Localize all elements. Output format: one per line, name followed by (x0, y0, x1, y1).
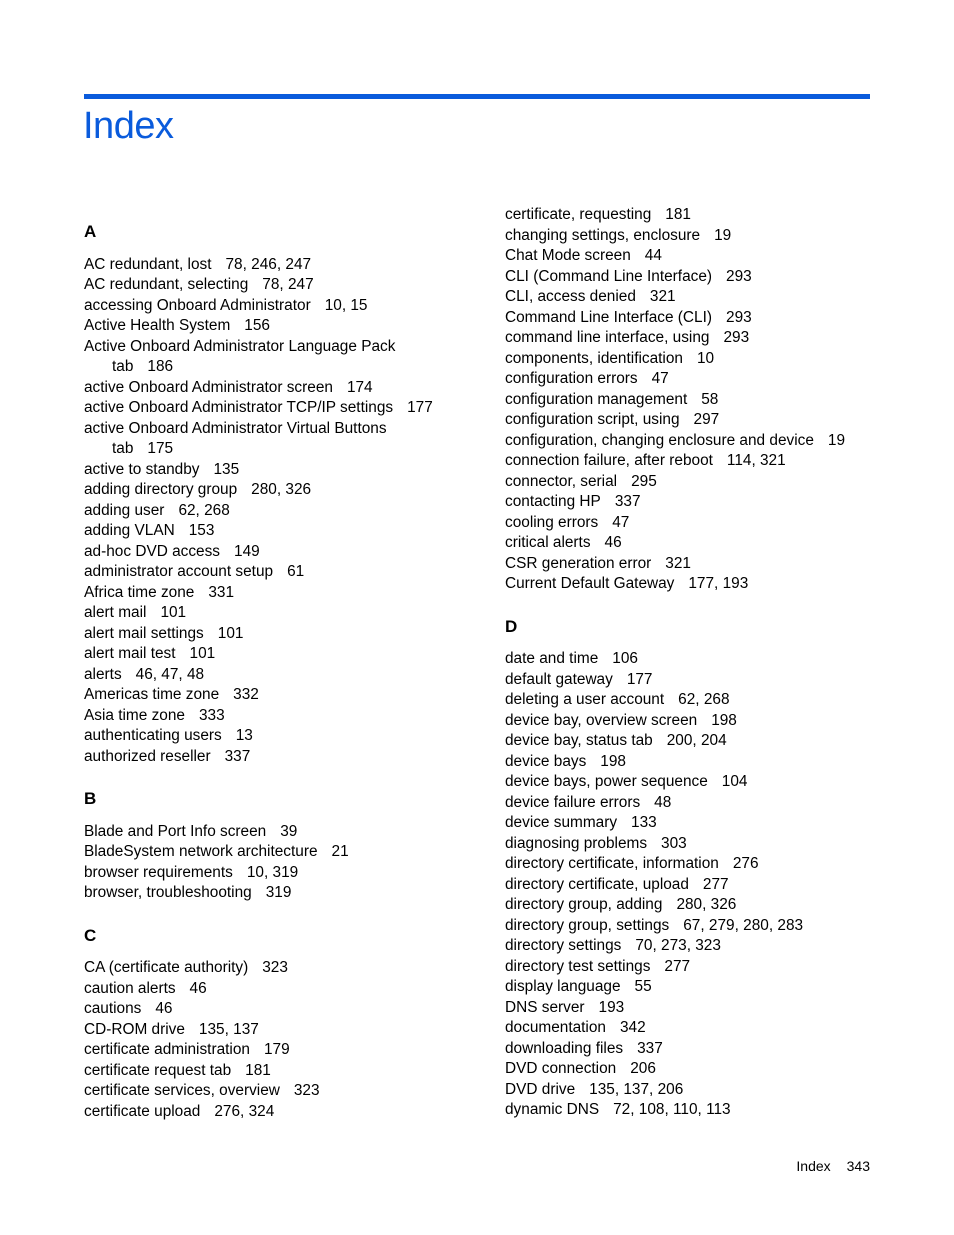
index-page-refs: 13 (235, 727, 253, 744)
index-page-refs: 58 (701, 390, 719, 408)
index-entry (505, 875, 875, 896)
index-page-refs: 332 (233, 686, 259, 703)
index-entry (84, 999, 484, 1020)
index-entry (505, 472, 875, 493)
index-page-refs: 186 (147, 358, 174, 375)
index-entry (505, 916, 875, 937)
index-entry (505, 308, 875, 329)
entry-list (505, 649, 875, 1121)
index-entry (505, 690, 875, 711)
index-entry (84, 842, 484, 863)
index-page-refs: 46 (604, 534, 622, 551)
index-entry (84, 1061, 484, 1082)
index-page-refs: 156 (244, 317, 270, 334)
index-term: certificate administration (84, 1041, 250, 1058)
index-entry (505, 328, 875, 349)
index-page-refs: 337 (614, 493, 641, 510)
index-page-refs: 331 (208, 583, 235, 601)
index-term: browser, troubleshooting (84, 884, 252, 901)
index-term: certificate services, overview (84, 1082, 280, 1099)
index-term: device failure errors (505, 793, 641, 811)
index-term: tab (112, 440, 134, 457)
index-entry (84, 275, 484, 296)
index-entry (84, 603, 484, 624)
index-entry (84, 460, 484, 481)
index-term: Current Default Gateway (505, 575, 675, 592)
index-entry (505, 772, 875, 793)
index-page-refs: 39 (280, 822, 298, 840)
index-term: certificate request tab (84, 1061, 232, 1079)
index-entry (505, 711, 875, 732)
index-term: diagnosing problems (505, 834, 648, 852)
index-page-refs: 10 (696, 349, 715, 367)
index-entry (84, 316, 484, 337)
index-page-refs: 106 (612, 650, 638, 667)
index-page-refs: 101 (160, 604, 187, 621)
index-entry (84, 958, 484, 979)
index-term: Chat Mode screen (505, 247, 631, 264)
index-page-refs: 177 (407, 399, 433, 416)
index-term: DVD connection (505, 1060, 617, 1077)
index-page-refs: 67, 279, 280, 283 (683, 916, 804, 934)
index-term: active Onboard Administrator Virtual Buttons (84, 419, 387, 437)
index-column-left (84, 222, 484, 1144)
entry-list (84, 255, 484, 768)
index-page-refs: 321 (649, 288, 676, 305)
index-entry (505, 574, 875, 595)
index-page-refs: 104 (721, 773, 748, 790)
index-term: Blade and Port Info screen (84, 822, 267, 840)
index-term: deleting a user account (505, 691, 665, 708)
index-term: Africa time zone (84, 583, 195, 601)
index-page-refs: 337 (637, 1039, 663, 1057)
index-term: configuration management (505, 390, 688, 408)
index-term: alert mail settings (84, 624, 204, 642)
index-term: accessing Onboard Administrator (84, 296, 311, 314)
index-term: alert mail test (84, 645, 176, 662)
index-term: device bay, status tab (505, 732, 653, 749)
index-entry (505, 267, 875, 288)
index-page-refs: 153 (188, 522, 215, 539)
index-page-refs: 149 (234, 542, 260, 560)
index-entry (505, 431, 875, 452)
index-entry (84, 562, 484, 583)
index-entry (84, 480, 484, 501)
index-entry (505, 854, 875, 875)
index-page-refs: 55 (634, 978, 652, 995)
index-entry (505, 492, 875, 513)
index-term: downloading files (505, 1039, 624, 1057)
index-page-refs: 179 (263, 1041, 290, 1058)
index-page-refs: 293 (726, 267, 752, 285)
index-term: CLI, access denied (505, 288, 636, 305)
index-entry (505, 813, 875, 834)
index-page-refs: 47 (651, 370, 669, 387)
page-number: 343 (846, 1158, 870, 1174)
index-page-refs: 276 (732, 855, 759, 872)
index-column-right (505, 205, 875, 1143)
index-term: adding directory group (84, 481, 238, 498)
index-term: Active Onboard Administrator Language Pack (84, 337, 396, 355)
section-letter: C (84, 925, 97, 945)
index-entry (505, 834, 875, 855)
index-page-refs: 78, 247 (262, 276, 314, 293)
index-term: configuration errors (505, 370, 638, 387)
index-section-a (84, 222, 484, 767)
index-term: adding VLAN (84, 522, 175, 539)
index-entry (84, 357, 484, 378)
index-term: DNS server (505, 998, 585, 1016)
section-letter: B (84, 789, 97, 808)
index-term: connection failure, after reboot (505, 452, 713, 469)
index-term: authorized reseller (84, 747, 211, 765)
index-term: documentation (505, 1019, 606, 1036)
index-term: CLI (Command Line Interface) (505, 267, 713, 285)
index-entry (84, 296, 484, 317)
index-entry (505, 936, 875, 957)
index-page-refs: 48 (654, 793, 672, 811)
index-term: Americas time zone (84, 686, 220, 703)
index-term: directory certificate, information (505, 855, 719, 872)
index-term: browser requirements (84, 863, 233, 881)
index-entry (505, 1018, 875, 1039)
index-term: authenticating users (84, 727, 222, 744)
index-entry (505, 957, 875, 978)
index-entry (84, 822, 484, 843)
index-term: critical alerts (505, 534, 591, 551)
index-page-refs: 10, 319 (246, 863, 299, 881)
index-term: device bays (505, 752, 587, 770)
index-entry (505, 670, 875, 691)
index-entry (84, 398, 484, 419)
index-term: date and time (505, 650, 599, 667)
index-entry (84, 521, 484, 542)
index-entry (84, 1020, 484, 1041)
index-term: administrator account setup (84, 563, 274, 580)
index-entry (84, 439, 484, 460)
index-page-refs: 206 (630, 1060, 656, 1077)
index-entry (84, 255, 484, 276)
index-term: components, identification (505, 349, 683, 367)
index-term: Command Line Interface (CLI) (505, 308, 713, 326)
index-page-refs: 46 (189, 979, 207, 997)
index-entry (84, 644, 484, 665)
index-term: active to standby (84, 460, 200, 478)
index-page-refs: 72, 108, 110, 113 (613, 1101, 731, 1118)
index-entry (505, 649, 875, 670)
index-page-refs: 61 (287, 563, 305, 580)
index-term: Active Health System (84, 317, 231, 334)
index-term: CA (certificate authority) (84, 959, 249, 976)
title-rule (84, 94, 870, 99)
section-letter: D (505, 616, 518, 636)
index-page-refs: 193 (598, 998, 625, 1016)
section-letter: A (84, 222, 97, 241)
index-entry (505, 410, 875, 431)
index-page-refs: 19 (714, 226, 732, 244)
index-entry (505, 369, 875, 390)
index-entry (505, 554, 875, 575)
index-page-refs: 114, 321 (726, 452, 786, 469)
entry-list (84, 958, 484, 1122)
index-page-refs: 293 (726, 308, 752, 326)
index-entry (505, 1080, 875, 1101)
index-entry (84, 883, 484, 904)
index-entry (84, 726, 484, 747)
index-page-refs: 19 (827, 431, 846, 449)
index-page-refs: 46 (155, 1000, 173, 1017)
index-term: device bay, overview screen (505, 711, 698, 729)
index-term: directory group, adding (505, 896, 663, 913)
index-page-refs: 295 (631, 472, 657, 490)
entry-list (84, 822, 484, 904)
index-entry (505, 752, 875, 773)
index-section-c (84, 926, 484, 1123)
index-page-refs: 198 (711, 711, 737, 729)
index-page-refs: 70, 273, 323 (635, 937, 721, 954)
index-page-refs: 101 (217, 624, 244, 642)
index-page-refs: 135 (213, 460, 240, 478)
index-page-refs: 135, 137 (198, 1020, 259, 1038)
index-entry (505, 977, 875, 998)
index-entry (505, 793, 875, 814)
index-entry (505, 513, 875, 534)
index-term: cautions (84, 1000, 142, 1017)
index-entry (505, 451, 875, 472)
index-page-refs: 333 (198, 706, 225, 724)
index-term: configuration, changing enclosure and device (505, 431, 814, 449)
index-page-refs: 101 (189, 645, 216, 662)
index-term: active Onboard Administrator screen (84, 378, 333, 396)
index-section-c-continued (505, 205, 875, 595)
index-page-refs: 177 (626, 670, 653, 688)
index-term: BladeSystem network architecture (84, 843, 318, 860)
page-footer (796, 1158, 870, 1174)
index-term: configuration script, using (505, 411, 680, 428)
page-title: Index (83, 105, 174, 147)
index-page-refs: 277 (664, 957, 691, 975)
index-page-refs: 133 (631, 814, 657, 831)
index-entry (505, 731, 875, 752)
index-term: CSR generation error (505, 554, 652, 572)
index-page-refs: 200, 204 (666, 732, 727, 749)
index-page-refs: 342 (619, 1019, 646, 1036)
index-page-refs: 174 (346, 378, 373, 396)
index-page-refs: 297 (693, 411, 720, 428)
index-page-refs: 319 (265, 884, 292, 901)
index-entry (505, 1039, 875, 1060)
index-entry (505, 349, 875, 370)
index-term: directory test settings (505, 957, 651, 975)
index-term: device bays, power sequence (505, 773, 708, 790)
index-entry (84, 1102, 484, 1123)
index-page-refs: 135, 137, 206 (589, 1080, 684, 1098)
index-entry (84, 706, 484, 727)
index-term: alerts (84, 665, 122, 683)
index-entry (505, 895, 875, 916)
entry-list (505, 205, 875, 595)
index-entry (505, 205, 875, 226)
index-term: directory group, settings (505, 916, 670, 934)
index-entry (505, 1100, 875, 1121)
index-entry (84, 1040, 484, 1061)
index-term: device summary (505, 814, 618, 831)
index-page-refs: 337 (224, 747, 251, 765)
index-page-refs: 293 (723, 329, 750, 346)
index-term: certificate, requesting (505, 206, 652, 223)
index-page-refs: 44 (644, 247, 662, 264)
index-section-d (505, 617, 875, 1121)
index-entry (505, 226, 875, 247)
index-term: display language (505, 978, 621, 995)
index-page-refs: 78, 246, 247 (225, 255, 312, 273)
index-page-refs: 276, 324 (214, 1102, 275, 1120)
index-entry (84, 624, 484, 645)
index-entry (505, 287, 875, 308)
index-entry (505, 533, 875, 554)
index-term: tab (112, 358, 134, 375)
index-term: dynamic DNS (505, 1101, 600, 1118)
index-term: caution alerts (84, 979, 176, 997)
index-entry (84, 337, 484, 358)
index-page-refs: 277 (702, 875, 729, 893)
index-entry (84, 542, 484, 563)
index-term: directory settings (505, 937, 622, 954)
index-term: DVD drive (505, 1080, 576, 1098)
index-page-refs: 177, 193 (688, 575, 749, 592)
index-page-refs: 303 (661, 834, 687, 852)
index-term: default gateway (505, 670, 613, 688)
index-page-refs: 10, 15 (324, 296, 368, 314)
index-entry (84, 685, 484, 706)
index-term: directory certificate, upload (505, 875, 689, 893)
index-entry (84, 863, 484, 884)
index-term: changing settings, enclosure (505, 226, 701, 244)
index-entry (505, 1059, 875, 1080)
index-entry (84, 665, 484, 686)
index-term: adding user (84, 501, 165, 519)
index-term: ad-hoc DVD access (84, 542, 221, 560)
index-entry (505, 998, 875, 1019)
index-entry (84, 747, 484, 768)
index-entry (505, 246, 875, 267)
index-page-refs: 21 (331, 843, 349, 860)
index-page-refs: 181 (665, 206, 691, 223)
index-entry (84, 378, 484, 399)
index-page-refs: 280, 326 (676, 896, 737, 913)
index-page-refs: 280, 326 (251, 481, 312, 498)
index-entry (84, 501, 484, 522)
index-term: Asia time zone (84, 706, 185, 724)
index-entry (505, 390, 875, 411)
footer-label: Index (796, 1158, 831, 1174)
index-term: contacting HP (505, 493, 601, 510)
index-page-refs: 181 (245, 1061, 271, 1079)
index-section-b (84, 789, 484, 904)
index-page-refs: 321 (665, 554, 691, 572)
index-term: alert mail (84, 604, 147, 621)
index-term: command line interface, using (505, 329, 710, 346)
index-page-refs: 323 (293, 1082, 320, 1099)
index-page-refs: 198 (600, 752, 626, 770)
index-entry (84, 1081, 484, 1102)
index-term: connector, serial (505, 472, 618, 490)
index-term: AC redundant, lost (84, 255, 212, 273)
index-term: certificate upload (84, 1102, 201, 1120)
index-term: CD-ROM drive (84, 1020, 185, 1038)
index-page-refs: 47 (612, 513, 630, 531)
index-entry (84, 583, 484, 604)
index-entry (84, 419, 484, 440)
index-page-refs: 175 (147, 440, 174, 457)
index-page-refs: 323 (262, 959, 288, 976)
index-page-refs: 62, 268 (678, 691, 730, 708)
index-page-refs: 46, 47, 48 (135, 665, 205, 683)
index-page-refs: 62, 268 (178, 501, 230, 519)
index-entry (84, 979, 484, 1000)
index-term: cooling errors (505, 513, 599, 531)
index-term: AC redundant, selecting (84, 276, 249, 293)
index-term: active Onboard Administrator TCP/IP settings (84, 399, 394, 416)
